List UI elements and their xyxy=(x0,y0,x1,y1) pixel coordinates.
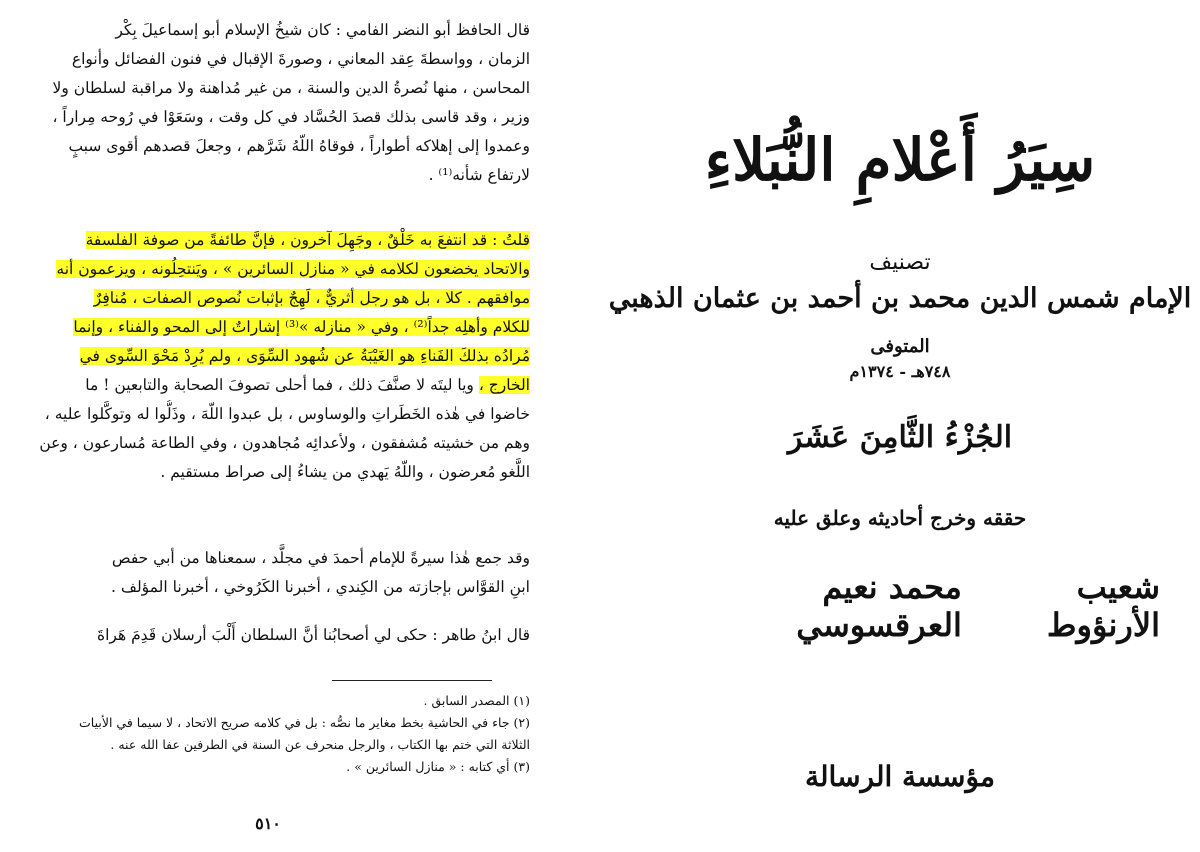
author-name: الإمام شمس الدين محمد بن أحمد بن عثمان الذهبي xyxy=(608,283,1192,314)
highlight-span: الخارج ، xyxy=(478,376,530,394)
editor-name: شعيب الأرنؤوط xyxy=(1046,568,1160,644)
text-line: قال الحافظ أبو النضر الفامي : كان شيخُ الإسلام أبو إسماعيلَ بِكْر xyxy=(115,21,530,39)
footnote: (٣) أي كتابه : « منازل السائرين » . xyxy=(346,759,530,774)
text-line: المحاسن ، منها نُصرةُ الدين والسنة ، من غير مُداهنة ولا مراقبة لسلطان ولا xyxy=(52,79,530,97)
volume-label: الجُزْءُ الثَّامِنَ عَشَرَ xyxy=(787,420,1013,455)
footnote-divider xyxy=(332,680,492,681)
highlighted-text-line xyxy=(30,313,530,342)
paragraph-abu-nadr-quote xyxy=(30,16,530,190)
highlighted-text-line xyxy=(30,342,530,371)
editing-credit-label: حققه وخرج أحاديثه وعلق عليه xyxy=(773,506,1027,530)
text-line: وزير ، وقد قاسى بذلك قصدَ الحُسَّاد في كل وقت ، وسَعَوْا في رُوحه مِراراً ، xyxy=(52,108,530,126)
text-line: ابنِ القوَّاس بإجازته من الكِندي ، أخبرنا الكَرُوخي ، أخبرنا المؤلف . xyxy=(111,578,530,596)
highlight-span: للكلام وأهلِه جداً⁽²⁾ ، وفي « منازله »⁽³⁾ إشاراتٌ إلى المحو والفناء ، وإنما xyxy=(73,318,530,336)
highlight-span: والاتحاد يخضعون لكلامه في « منازل السائرين » ، ويَنتحِلُونه ، ويزعمون أنه xyxy=(56,260,530,278)
text-span: ويا ليتَه لا صنَّفَ ذلك ، فما أحلى تصوفَ الصحابة والتابعين ! ما xyxy=(85,376,474,394)
text-line xyxy=(30,371,530,400)
book-title: سِيَرُ أَعْلامِ النُّبَلاءِ xyxy=(704,126,1096,194)
text-line: وقد جمع هٰذا سيرةً للإمام أحمدَ في مجلَّد ، سمعناها من أبي حفص xyxy=(111,549,530,567)
footnote: (١) المصدر السابق . xyxy=(423,693,530,708)
highlighted-text-line xyxy=(30,226,530,255)
editors xyxy=(660,568,1160,644)
death-dates: ٧٤٨هـ - ١٣٧٤م xyxy=(849,362,951,381)
highlight-span: قلتُ : قد انتفعَ به خَلْقٌ ، وجَهِلَ آخرون ، فإنَّ طائفةً من صوفة الفلسفة xyxy=(85,231,530,249)
publisher-name: مؤسسة الرسالة xyxy=(805,760,995,793)
paragraph-ibn-tahir xyxy=(30,621,530,650)
died-label: المتوفى xyxy=(870,336,930,357)
left-page-text xyxy=(0,0,560,852)
highlighted-text-line xyxy=(30,284,530,313)
highlight-span: مُرادُه بذلكَ الفَناءِ هو الغَيْبَةُ عن شُهود السِّوَى ، ولم يُرِدْ مَحْوَ السِّوى في xyxy=(79,347,530,365)
title-page xyxy=(600,0,1200,852)
footnote: (٢) جاء في الحاشية بخط مغاير ما نصُّه : بل في كلامه صريح الاتحاد ، لا سيما في الأبيات xyxy=(79,715,530,730)
paragraph-biography-note xyxy=(30,544,530,602)
footnote: الثلاثة التي ختم بها الكتاب ، والرجل منحرف عن السنة في الطرفين عفا الله عنه . xyxy=(110,737,530,752)
text-line: وعمدوا إلى إهلاكه أطواراً ، فوقاهُ اللّهُ شَرَّهم ، وجعلَ قصدهم أقوى سببٍ xyxy=(68,137,530,155)
text-line: قال ابنُ طاهر : حكى لي أصحابُنا أنَّ السلطان أَلْبَ أرسلان قَدِمَ هَراةَ xyxy=(96,626,530,644)
editor-name: محمد نعيم العرقسوسي xyxy=(796,568,962,644)
page-number: ٥١٠ xyxy=(255,814,281,833)
highlight-span: موافقهم . كلا ، بل هو رجل أثريٌّ ، لَهِجٌ بإثبات نُصوص الصفات ، مُنافِرٌ xyxy=(93,289,530,307)
text-line: خاضوا في هٰذه الخَطَراتِ والوساوس ، بل عبدوا اللّهَ ، وذَلُّوا له وتوكَّلوا عليه ، xyxy=(44,405,530,423)
compiled-by-label: تصنيف xyxy=(869,250,931,275)
text-line: الزمان ، وواسطةَ عِقد المعاني ، وصورةَ الإقبال في فنون الفضائل وأنواع xyxy=(71,50,530,68)
text-line: لارتفاع شأنه⁽¹⁾ . xyxy=(428,166,530,184)
highlighted-text-line xyxy=(30,255,530,284)
text-line: وهم من خشيته مُشفقون ، ولأعدائِه مُجاهدون ، وفي الطاعة مُسارعون ، وعن xyxy=(39,434,530,452)
paragraph-dhahabi-comment xyxy=(30,226,530,487)
footnotes xyxy=(30,690,530,778)
text-line: اللَّغو مُعرضون ، واللّهُ يَهدي من يشاءُ إلى صراط مستقيم . xyxy=(160,463,530,481)
